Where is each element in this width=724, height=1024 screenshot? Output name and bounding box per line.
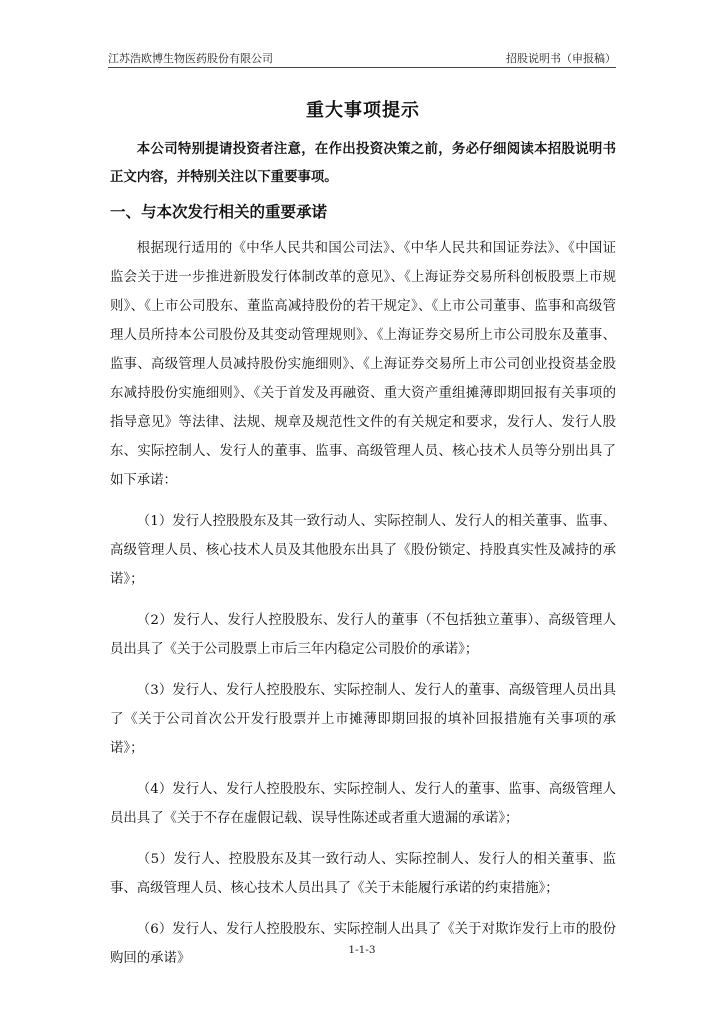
intro-paragraph: 本公司特别提请投资者注意，在作出投资决策之前，务必仔细阅读本招股说明书正文内容，并特别关注以下重要事项。: [110, 142, 616, 185]
page-number: 1-1-3: [348, 944, 376, 956]
commitment-item: （4）发行人、发行人控股股东、实际控制人、发行人的董事、监事、高级管理人员出具了《关于不存在虚假记载、误导性陈述或者重大遗漏的承诺》；: [110, 782, 616, 826]
commitment-item: （3）发行人、发行人控股股东、实际控制人、发行人的董事、高级管理人员出具了《关于公司首次公开发行股票并上市摊薄即期回报的填补回报措施有关事项的承诺》；: [110, 683, 616, 756]
header-doc-type: 招股说明书（申报稿）: [506, 52, 616, 65]
header-company: 江苏浩欧博生物医药股份有限公司: [108, 52, 273, 65]
commitment-item: （5）发行人、控股股东及其一致行动人、实际控制人、发行人的相关董事、监事、高级管理人员、核心技术人员出具了《关于未能履行承诺的约束措施》；: [110, 852, 616, 896]
commitment-item: （1）发行人控股股东及其一致行动人、实际控制人、发行人的相关董事、监事、高级管理人员、核心技术人员及其他股东出具了《股份锁定、持股真实性及减持的承诺》；: [110, 514, 616, 587]
page-header: [108, 50, 616, 66]
header-rule: [108, 67, 616, 68]
commitment-item: （6）发行人、发行人控股股东、实际控制人出具了《关于对欺诈发行上市的股份购回的承诺》: [110, 922, 616, 966]
page-title: 重大事项提示: [306, 100, 420, 121]
page-content: [110, 96, 616, 985]
section-heading: 一、与本次发行相关的重要承诺: [110, 203, 328, 221]
body-paragraph: 根据现行适用的《中华人民共和国公司法》、《中华人民共和国证券法》、《中国证监会关于进一步推进新股发行体制改革的意见》、《上海证券交易所科创板股票上市规则》、《上市公司股东、董监高减持股份的若干规定》、《上市公司董事、监事和高级管理人员所持本公司股份及其变动管理规则》、《上海证券交易所上市公司股东及董事、监事、高级管理人员减持股份实施细则》、《上海证券交易所上市公司创业投资基金股东减持股份实施细则》、《关于首发及再融资、重大资产重组摊薄即期回报有关事项的指导意见》等法律、法规、规章及规范性文件的有关规定和要求，发行人、发行人股东、实际控制人、发行人的董事、监事、高级管理人员、核心技术人员等分别出具了如下承诺：: [110, 241, 616, 488]
commitment-item: （2）发行人、发行人控股股东、发行人的董事（不包括独立董事）、高级管理人员出具了《关于公司股票上市后三年内稳定公司股价的承诺》；: [110, 613, 616, 657]
